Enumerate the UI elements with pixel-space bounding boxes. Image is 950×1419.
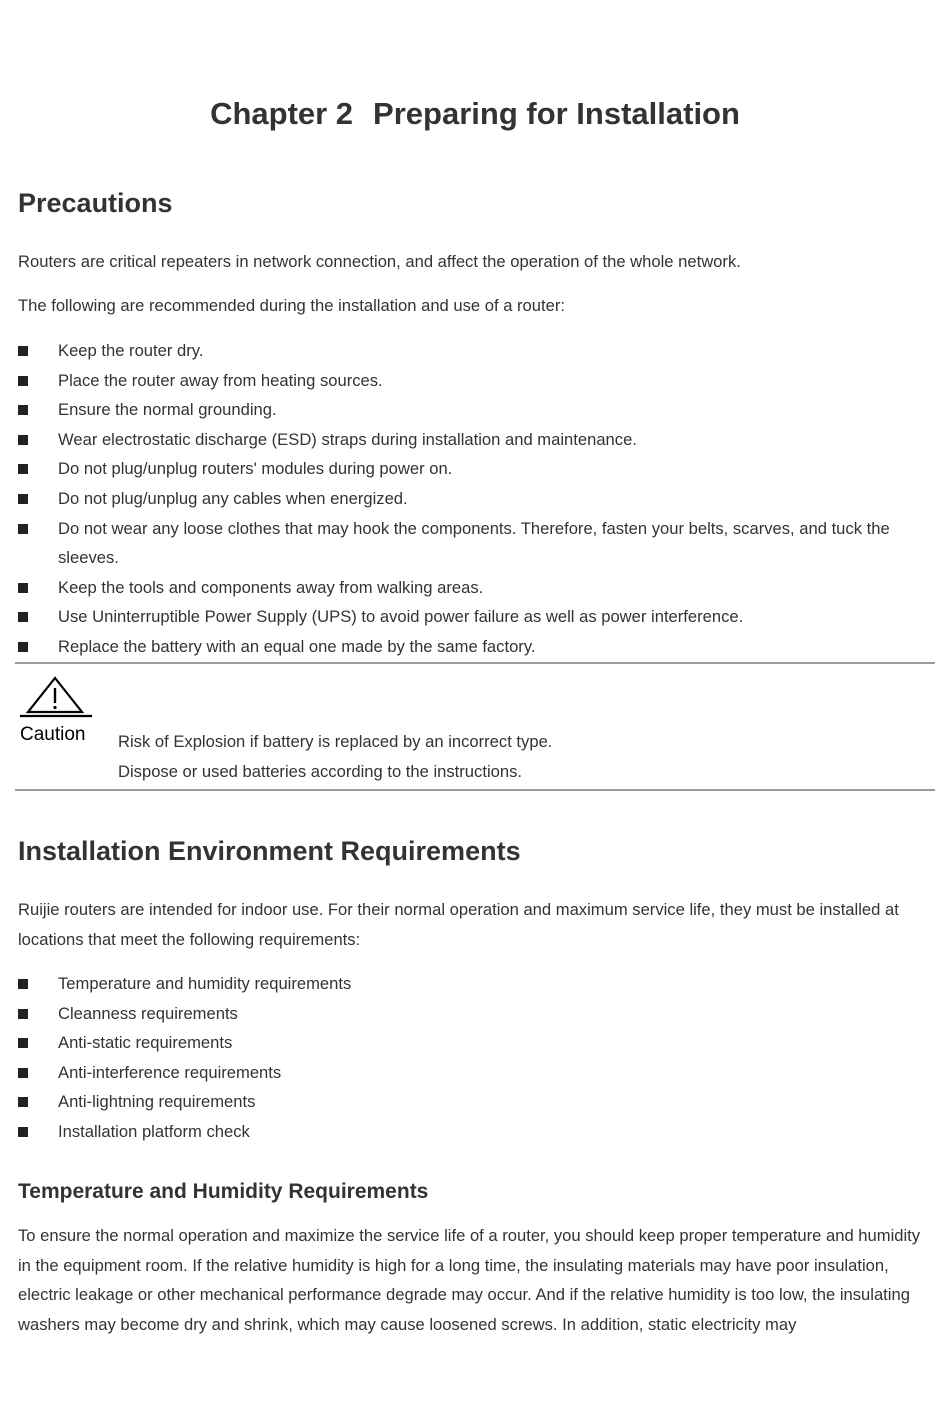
caution-top-divider: [15, 662, 935, 664]
caution-label: Caution: [20, 724, 86, 745]
list-item: Anti-interference requirements: [0, 1058, 930, 1088]
temperature-heading: Temperature and Humidity Requirements: [18, 1180, 429, 1203]
list-item: Replace the battery with an equal one made by the same factory.: [0, 632, 930, 662]
precautions-intro: Routers are critical repeaters in network connection, and affect the operation of the whole network.: [18, 252, 741, 271]
bullet-square-icon: [18, 494, 28, 504]
bullet-square-icon: [18, 464, 28, 474]
environment-heading: Installation Environment Requirements: [18, 836, 521, 866]
list-item: Anti-static requirements: [0, 1028, 930, 1058]
list-item: Keep the tools and components away from walking areas.: [0, 573, 930, 603]
list-item: Wear electrostatic discharge (ESD) straps during installation and maintenance.: [0, 425, 930, 455]
environment-list: [0, 969, 930, 1147]
bullet-square-icon: [18, 1097, 28, 1107]
list-item: Do not plug/unplug routers' modules during power on.: [0, 454, 930, 484]
bullet-square-icon: [18, 979, 28, 989]
chapter-name: Preparing for Installation: [373, 96, 740, 131]
list-item: Use Uninterruptible Power Supply (UPS) to avoid power failure as well as power interference.: [0, 602, 930, 632]
precautions-heading: Precautions: [18, 188, 173, 218]
list-item: Cleanness requirements: [0, 999, 930, 1029]
precautions-list: [0, 336, 930, 662]
bullet-square-icon: [18, 1038, 28, 1048]
list-item: Do not plug/unplug any cables when energized.: [0, 484, 930, 514]
bullet-square-icon: [18, 612, 28, 622]
bullet-square-icon: [18, 583, 28, 593]
list-item: Installation platform check: [0, 1117, 930, 1147]
list-item: Anti-lightning requirements: [0, 1087, 930, 1117]
list-item: Ensure the normal grounding.: [0, 395, 930, 425]
bullet-square-icon: [18, 435, 28, 445]
bullet-square-icon: [18, 405, 28, 415]
temperature-paragraph: To ensure the normal operation and maximize the service life of a router, you should keep proper temperature and humidity in the equipment room. If the relative humidity is high for a long time, the insulating materials may have poor insulation, electric leakage or other mechanical performance degrade may occur. And if the relative humidity is too low, the insulating washers may become dry and shrink, which may cause loosened screws. In addition, static electricity may: [18, 1226, 921, 1334]
bullet-square-icon: [18, 376, 28, 386]
bullet-square-icon: [18, 346, 28, 356]
bullet-square-icon: [18, 1009, 28, 1019]
chapter-title: [0, 94, 950, 134]
bullet-square-icon: [18, 1068, 28, 1078]
list-item: Do not wear any loose clothes that may hook the components. Therefore, fasten your belts, scarves, and tuck the sleeves.: [0, 514, 930, 573]
caution-line: Dispose or used batteries according to the instructions.: [118, 761, 522, 781]
list-item: Temperature and humidity requirements: [0, 969, 930, 999]
bullet-square-icon: [18, 1127, 28, 1137]
list-item: Place the router away from heating sources.: [0, 366, 930, 396]
caution-message: [118, 727, 552, 786]
environment-intro: Ruijie routers are intended for indoor use. For their normal operation and maximum service life, they must be installed at locations that meet the following requirements:: [18, 900, 899, 949]
bullet-square-icon: [18, 642, 28, 652]
precautions-lead: The following are recommended during the installation and use of a router:: [18, 296, 565, 315]
chapter-number: Chapter 2: [210, 96, 354, 131]
caution-bottom-divider: [15, 789, 935, 791]
bullet-square-icon: [18, 524, 28, 534]
list-item: Keep the router dry.: [0, 336, 930, 366]
caution-line: Risk of Explosion if battery is replaced by an incorrect type.: [118, 732, 553, 751]
